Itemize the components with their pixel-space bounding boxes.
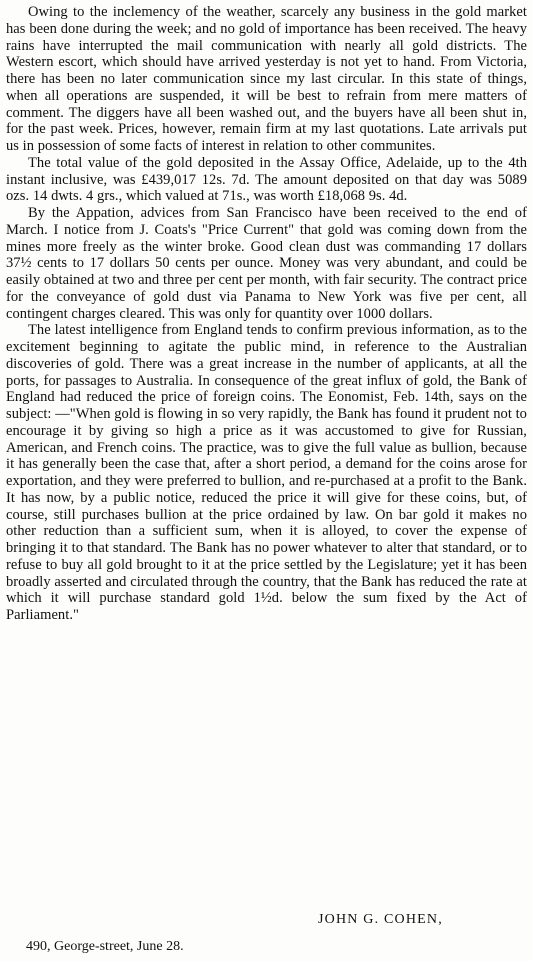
author-signature: JOHN G. COHEN,: [318, 912, 443, 927]
paragraph-weather-report: Owing to the inclemency of the weather, scarcely any business in the gold market has been done during the week; and no gold of importance has been received. The heavy rains have interrupted the mail communication with nearly all gold districts. The Western escort, which should have arrived yesterday is not yet to hand. From Victoria, there has been no later communication since my last circular. In this state of things, when all operations are suspended, it will be best to refrain from mere matters of comment. The diggers have all been washed out, and the buyers have all been shut in, for the past week. Prices, however, remain firm at my last quotations. Late arrivals put us in possession of some facts of interest in relation to other communites.: [6, 4, 527, 154]
paragraph-assay-office: The total value of the gold deposited in the Assay Office, Adelaide, up to the 4th instant inclusive, was £439,017 12s. 7d. The amount deposited on that day was 5089 ozs. 14 dwts. 4 grs., which valued at 71s., was worth £18,068 9s. 4d.: [6, 154, 527, 205]
paragraph-england-intelligence: The latest intelligence from England tends to confirm previous information, as to the excitement beginning to agitate the public mind, in reference to the Australian discoveries of gold. There was a great increase in the number of applicants, at all the ports, for passages to Australia. In consequence of the great influx of gold, the Bank of England had reduced the price of foreign coins. The Eonomist, Feb. 14th, says on the subject: —"When gold is flowing in so very rapidly, the Bank has found it prudent not to encourage it by giving so high a price as it was accustomed to give for Russian, American, and French coins. The practice, was to give the full value as bullion, because it has generally been the case that, after a short period, a demand for the coins arose for exportation, and they were preferred to bullion, and re-purchased at a profit to the Bank. It has now, by a public notice, reduced the price it will give for these coins, but, of course, still purchases bullion at the price ordained by law. On bar gold it makes no other reduction than a sufficient sum, when it is alloyed, to cover the expense of bringing it to that standard. The Bank has no power whatever to alter that standard, or to refuse to buy all gold brought to it at the price settled by the Legislature; yet it has been broadly asserted and circulated through the country, that the Bank has reduced the rate at which it will purchase standard gold 1½d. below the sum fixed by the Act of Parliament.": [6, 322, 527, 623]
article-body: [6, 4, 527, 624]
dateline-address: 490, George-street, June 28.: [26, 939, 184, 954]
paragraph-san-francisco: By the Appation, advices from San Francisco have been received to the end of March. I notice from J. Coats's "Price Current" that gold was coming down from the mines more freely as the winter broke. Good clean dust was commanding 17 dollars 37½ cents to 17 dollars 50 cents per ounce. Money was very abundant, and could be easily obtained at two and three per cent per month, with fair security. The contract price for the conveyance of gold dust via Panama to New York was five per cent, all contingent charges cleared. This was only for quantity over 1000 dollars.: [6, 205, 527, 322]
